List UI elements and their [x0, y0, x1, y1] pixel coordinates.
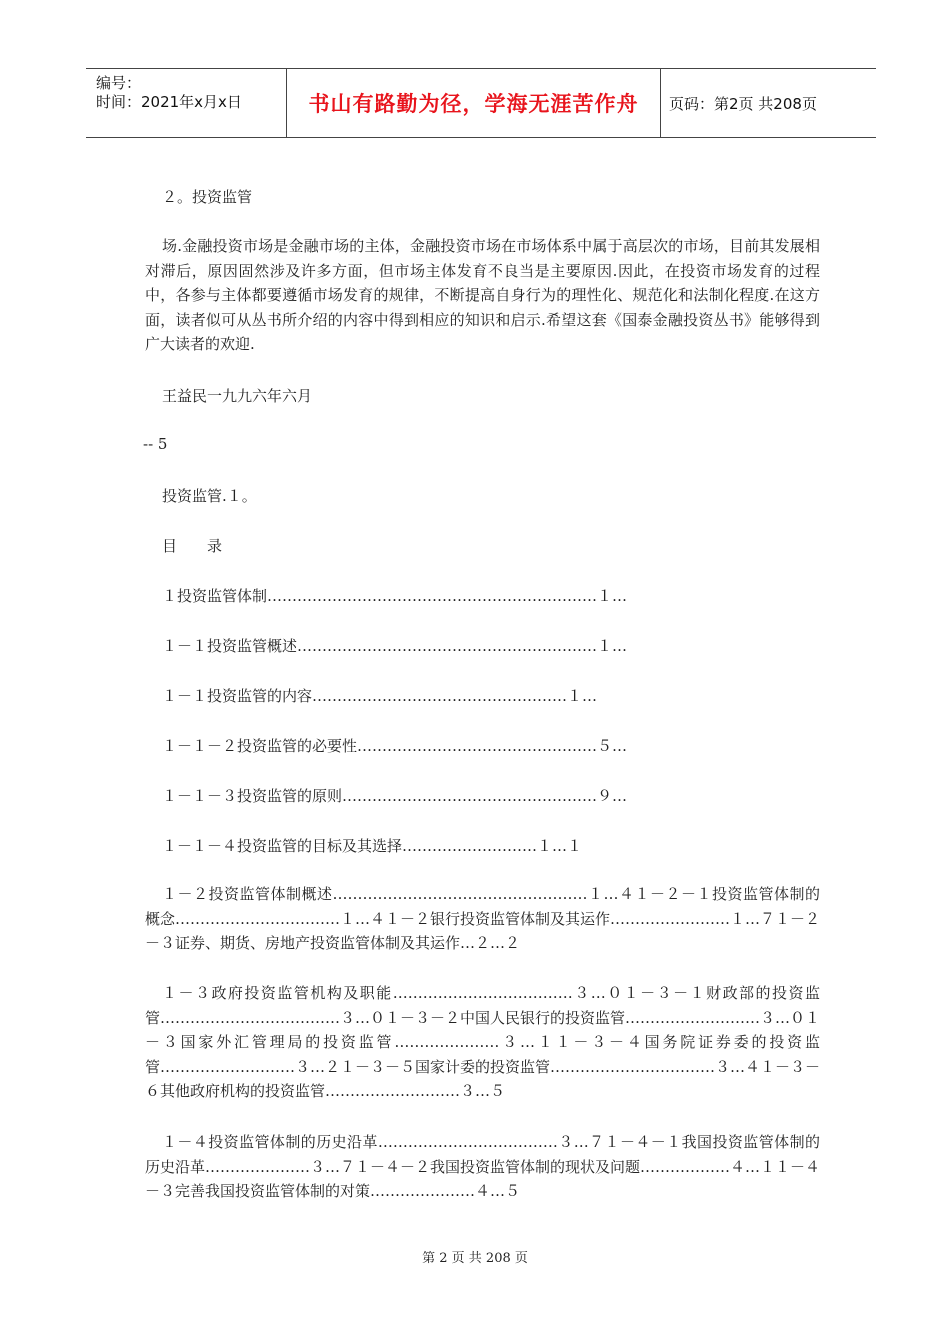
page-footer: 第 2 页 共 208 页: [422, 1251, 528, 1266]
toc-entry: １－１投资监管的内容……………………………………………１…: [162, 687, 598, 705]
toc-block: １－４投资监管体制的历史沿革………………………………３…７１－４－１我国投资监管体制的历史沿革…………………３…７１－４－２我国投资监管体制的现状及问题………………４…１１－４－３完善我国投资监管体制的对策…………………４…５: [145, 1133, 821, 1200]
section-heading: ２。投资监管: [162, 188, 253, 206]
header-meta-cell: [86, 69, 287, 137]
toc-entry: １投资监管体制…………………………………………………………１…: [162, 587, 628, 605]
intro-paragraph: 场.金融投资市场是金融市场的主体，金融投资市场在市场体系中属于高层次的市场，目前其发展相对滞后，原因固然涉及许多方面，但市场主体发育不良当是主要原因.因此，在投资市场发育的过程中，各参与主体都要遵循市场发育的规律，不断提高自身行为的理性化、规范化和法制化程度.在这方面，读者似可从丛书所介绍的内容中得到相应的知识和启示.希望这套《国泰金融投资丛书》能够得到广大读者的欢迎.: [145, 237, 820, 353]
book-title-line: 投资监管.１。: [162, 487, 257, 505]
toc-block: １－２投资监管体制概述……………………………………………１…４１－２－１投资监管体制的概念……………………………１…４１－２银行投资监管体制及其运作……………………１…７１－２－３证券、期货、房地产投资监管体制及其运作…２…２: [145, 885, 821, 952]
toc-title: 目 录: [162, 537, 223, 555]
document-number-label: 编号：: [96, 74, 142, 92]
motto-text: 书山有路勤为径，学海无涯苦作舟: [308, 92, 639, 116]
page-header: [86, 68, 876, 138]
toc-entry: １－１－２投资监管的必要性…………………………………………５…: [162, 737, 628, 755]
toc-entry: １－１投资监管概述……………………………………………………１…: [162, 637, 628, 655]
page-marker: -- 5: [143, 435, 168, 453]
header-motto-cell: [287, 69, 661, 137]
header-page-cell: [661, 69, 876, 137]
toc-block: １－３政府投资监管机构及职能………………………………３…０１－３－１财政部的投资监管………………………………３…０１－３－２中国人民银行的投资监管………………………３…０１－３国家外汇管理局的投资监管…………………３…１１－３－４国务院证券委的投资监管………………………３…２１－３－５国家计委的投资监管……………………………３…４１－３－６其他政府机构的投资监管………………………３…５: [145, 984, 821, 1100]
document-time-label: 时间：2021年x月x日: [96, 93, 242, 111]
header-page-info: 页码：第2页 共208页: [669, 94, 817, 113]
signature-line: 王益民一九九六年六月: [162, 387, 313, 405]
toc-entry: １－１－４投资监管的目标及其选择………………………１…１: [162, 837, 583, 855]
toc-entry: １－１－３投资监管的原则……………………………………………９…: [162, 787, 628, 805]
